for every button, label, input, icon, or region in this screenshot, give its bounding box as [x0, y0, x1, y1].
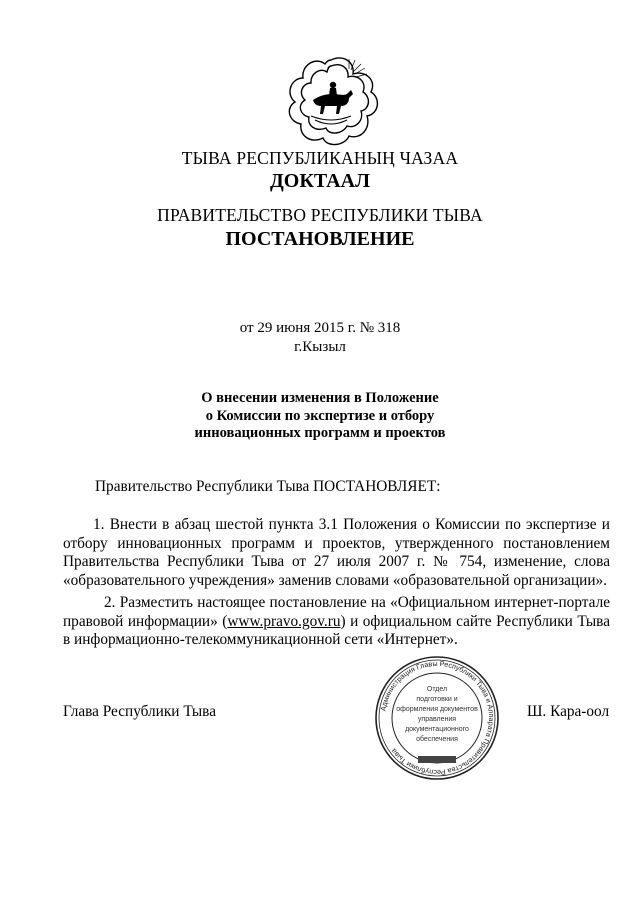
document-date-number: от 29 июня 2015 г. № 318 [239, 320, 401, 336]
stamp-line: управления [417, 716, 457, 723]
header-tuvan-government: ТЫВА РЕСПУБЛИКАНЫҢ ЧАЗАА [181, 148, 459, 168]
stamp-line: обеспечения [416, 736, 458, 743]
stamp-line: подготовки и [416, 696, 458, 703]
paragraph-2 [63, 594, 610, 650]
resolution-lead: Правительство Республики Тыва ПОСТАНОВЛЯЕТ: [95, 478, 441, 495]
pravo-link[interactable]: www.pravo.gov.ru [227, 612, 341, 630]
header-government: ПРАВИТЕЛЬСТВО РЕСПУБЛИКИ ТЫВА [157, 205, 483, 225]
document-title [0, 390, 640, 443]
signatory-position: Глава Республики Тыва [63, 703, 216, 720]
stamp-line: Отдел [426, 686, 448, 693]
official-stamp [374, 655, 500, 781]
coat-of-arms-emblem [281, 52, 381, 148]
signatory-name: Ш. Кара-оол [527, 703, 610, 720]
stamp-line: оформления документов [396, 706, 478, 713]
stamp-line: документационного [405, 726, 469, 733]
header-doc-type: ПОСТАНОВЛЕНИЕ [225, 228, 415, 250]
title-line: О внесении изменения в Положение [201, 390, 439, 406]
paragraph-2-text-end: ) и официальном сайте Республики Тыва в информационно-телекоммуникационной сети «Интернет». [63, 612, 610, 648]
stamp-ring-text: Администрация Главы Республики Тыва и Аппарата Правительства Республики Тыва [378, 658, 497, 778]
title-line: о Комиссии по экспертизе и отбору [205, 407, 435, 424]
paragraph-2-text: 2. Разместить настоящее постановление на «Официальном интернет-портале правовой информации» ( [63, 594, 610, 630]
paragraph-1: 1. Внести в абзац шестой пункта 3.1 Положения о Комиссии по экспертизе и отбору инновационных программ и проектов, утвержденного постановлением Правительства Республики Тыва от 27 июля 2007 г. № 754, изменение, слова «образовательного учреждения» заменив словами «образовательной организации». [63, 516, 610, 589]
header-tuvan-doc-type: ДОКТААЛ [270, 170, 370, 192]
title-line: инновационных программ и проектов [194, 425, 446, 441]
document-city: г.Кызыл [294, 339, 346, 355]
